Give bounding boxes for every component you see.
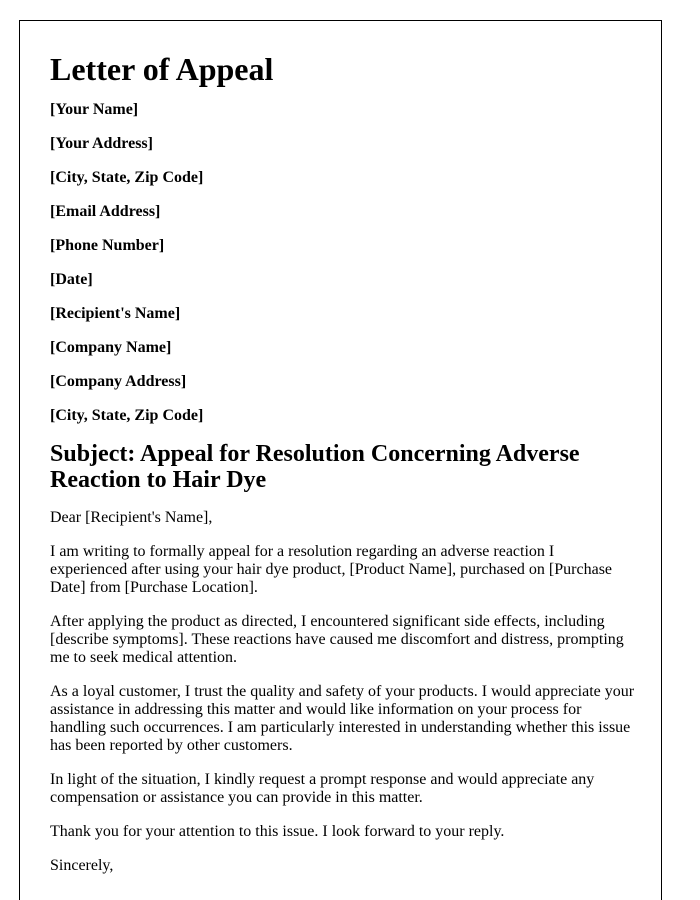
recipient-company: [Company Name] <box>50 339 172 356</box>
recipient-block <box>50 305 635 425</box>
recipient-city-state-zip: [City, State, Zip Code] <box>50 407 204 424</box>
recipient-name: [Recipient's Name] <box>50 305 181 322</box>
body-paragraph: In light of the situation, I kindly request a prompt response and would appreciate any compensation or assistance you can provide in this matter. <box>50 771 595 806</box>
sender-block <box>50 101 635 289</box>
body-paragraph: Thank you for your attention to this issue. I look forward to your reply. <box>50 823 505 840</box>
sender-phone: [Phone Number] <box>50 237 165 254</box>
letter-date: [Date] <box>50 271 93 288</box>
recipient-company-address: [Company Address] <box>50 373 187 390</box>
letter-content <box>50 51 635 891</box>
body-paragraph: After applying the product as directed, I encountered significant side effects, including [describe symptoms]. These reactions have caused me discomfort and distress, prompting me to seek medical attention. <box>50 613 624 666</box>
sender-name: [Your Name] <box>50 101 139 118</box>
sender-address: [Your Address] <box>50 135 153 152</box>
salutation: Dear [Recipient's Name], <box>50 509 213 526</box>
body-paragraph: As a loyal customer, I trust the quality and safety of your products. I would appreciate your assistance in addressing this matter and would like information on your process for handling such occurrences. I am particularly interested in understanding whether this issue has been reported by other customers. <box>50 683 635 754</box>
letter-body <box>50 543 635 841</box>
closing: Sincerely, <box>50 857 114 874</box>
letter-title: Letter of Appeal <box>50 51 274 87</box>
sender-email: [Email Address] <box>50 203 161 220</box>
letter-page <box>19 20 662 900</box>
body-paragraph: I am writing to formally appeal for a resolution regarding an adverse reaction I experienced after using your hair dye product, [Product Name], purchased on [Purchase Date] from [Purchase Location]. <box>50 543 613 596</box>
letter-subject: Subject: Appeal for Resolution Concerning Adverse Reaction to Hair Dye <box>50 441 580 493</box>
sender-city-state-zip: [City, State, Zip Code] <box>50 169 204 186</box>
